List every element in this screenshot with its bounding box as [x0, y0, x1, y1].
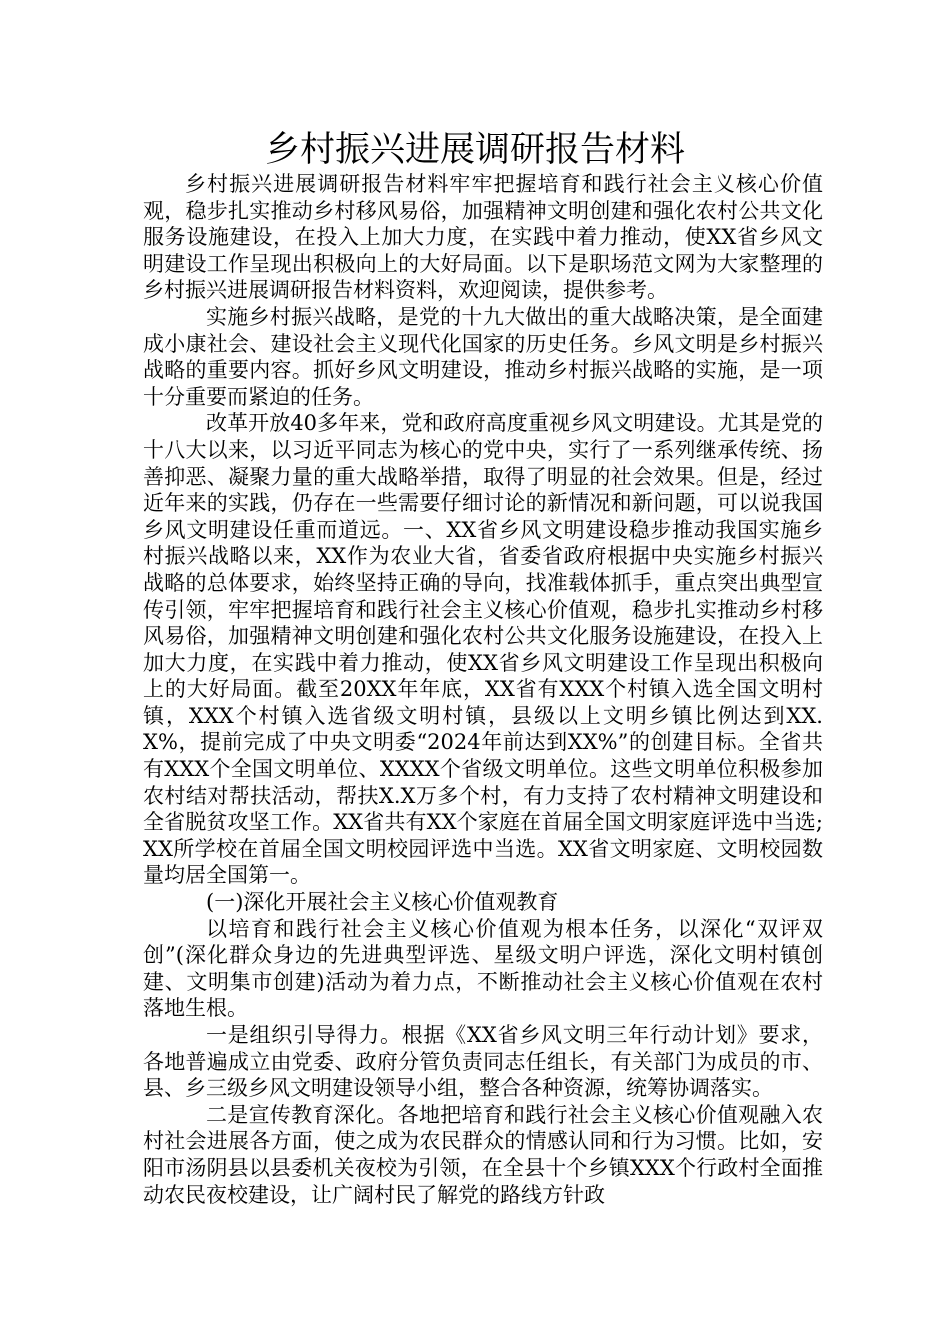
paragraph-strategy: 实施乡村振兴战略，是党的十九大做出的重大战略决策，是全面建成小康社会、建设社会主义现代化国家的历史任务。乡风文明是乡村振兴战略的重要内容。抓好乡风文明建设，推动乡村振兴战略的实施，是一项十分重要而紧迫的任务。: [143, 304, 823, 409]
section-heading: (一)深化开展社会主义核心价值观教育: [206, 890, 559, 915]
paragraph-education: 二是宣传教育深化。各地把培育和践行社会主义核心价值观融入农村社会进展各方面，使之成为农民群众的情感认同和行为习惯。比如，安阳市汤阴县以县委机关夜校为引领，在全县十个乡镇XXX个行政村全面推动农民夜校建设，让广阔村民了解党的路线方针政: [143, 1102, 823, 1207]
document-body: [143, 171, 823, 1208]
paragraph-reform: 改革开放40多年来，党和政府高度重视乡风文明建设。尤其是党的十八大以来，以习近平同志为核心的党中央，实行了一系列继承传统、扬善抑恶、凝聚力量的重大战略举措，取得了明显的社会效果。但是，经过近年来的实践，仍存在一些需要仔细讨论的新情况和新问题，可以说我国乡风文明建设任重而道远。一、XX省乡风文明建设稳步推动我国实施乡村振兴战略以来，XX作为农业大省，省委省政府根据中央实施乡村振兴战略的总体要求，始终坚持正确的导向，找准载体抓手，重点突出典型宣传引领，牢牢把握培育和践行社会主义核心价值观，稳步扎实推动乡村移风易俗，加强精神文明创建和强化农村公共文化服务设施建设，在投入上加大力度，在实践中着力推动，使XX省乡风文明建设工作呈现出积极向上的大好局面。截至20XX年年底，XX省有XXX个村镇入选全国文明村镇，XXX个村镇入选省级文明村镇，县级以上文明乡镇比例达到XX.X%，提前完成了中央文明委“2024年前达到XX%”的创建目标。全省共有XXX个全国文明单位、XXXX个省级文明单位。这些文明单位积极参加农村结对帮扶活动，帮扶X.X万多个村，有力支持了农村精神文明建设和全省脱贫攻坚工作。XX省共有XX个家庭在首届全国文明家庭评选中当选;XX所学校在首届全国文明校园评选中当选。XX省文明家庭、文明校园数量均居全国第一。: [143, 411, 823, 888]
paragraph-organization: 一是组织引导得力。根据《XX省乡风文明三年行动计划》要求，各地普遍成立由党委、政府分管负责同志任组长，有关部门为成员的市、县、乡三级乡风文明建设领导小组，整合各种资源，统筹协调落实。: [143, 1023, 823, 1101]
document-title: 乡村振兴进展调研报告材料: [264, 130, 685, 170]
paragraph-intro: 乡村振兴进展调研报告材料牢牢把握培育和践行社会主义核心价值观，稳步扎实推动乡村移风易俗，加强精神文明创建和强化农村公共文化服务设施建设，在投入上加大力度，在实践中着力推动，使XX省乡风文明建设工作呈现出积极向上的大好局面。以下是职场范文网为大家整理的乡村振兴进展调研报告材料资料，欢迎阅读，提供参考。: [143, 172, 823, 303]
paragraph-core-values: 以培育和践行社会主义核心价值观为根本任务，以深化“双评双创”(深化群众身边的先进典型评选、星级文明户评选，深化文明村镇创建、文明集市创建)活动为着力点，不断推动社会主义核心价值观在农村落地生根。: [143, 916, 823, 1021]
